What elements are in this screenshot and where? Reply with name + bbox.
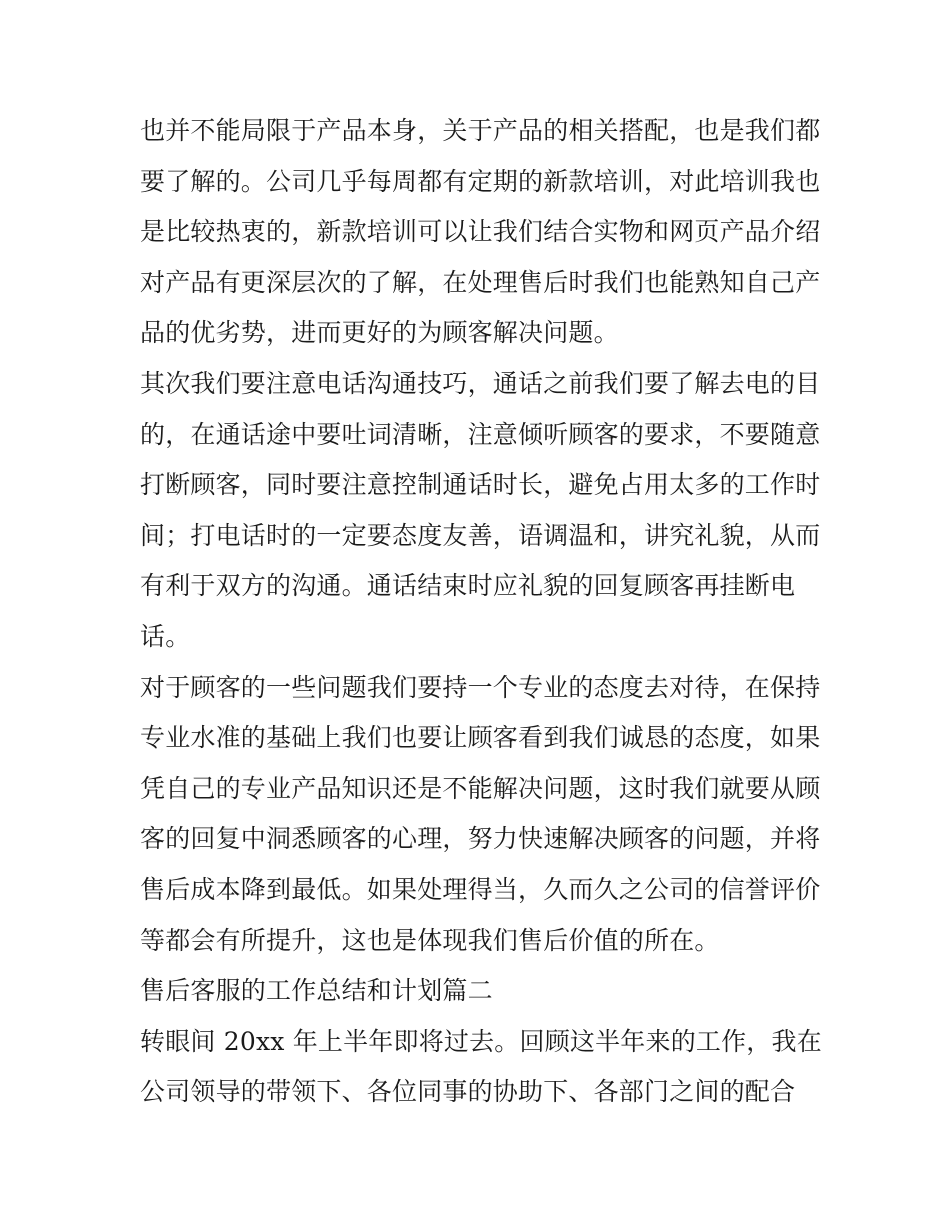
text-line: 对产品有更深层次的了解，在处理售后时我们也能熟知自己产	[140, 267, 821, 297]
text-line: 有利于双方的沟通。通话结束时应礼貌的回复顾客再挂断电	[140, 571, 796, 601]
text-line: 要了解的。公司几乎每周都有定期的新款培训，对此培训我也	[140, 166, 821, 196]
text-line: 打断顾客，同时要注意控制通话时长，避免占用太多的工作时	[140, 470, 821, 500]
text-line: 售后成本降到最低。如果处理得当，久而久之公司的信誉评价	[140, 874, 821, 904]
document-body	[140, 106, 830, 1118]
text-line: 间；打电话时的一定要态度友善，语调温和，讲究礼貌，从而	[140, 520, 821, 550]
section-heading: 售后客服的工作总结和计划篇二	[140, 976, 493, 1006]
text-line: 公司领导的带领下、各位同事的协助下、各部门之间的配合	[140, 1077, 796, 1107]
text-line: 是比较热衷的，新款培训可以让我们结合实物和网页产品介绍	[140, 217, 821, 247]
text-line: 其次我们要注意电话沟通技巧，通话之前我们要了解去电的目	[140, 368, 821, 398]
text-line: 凭自己的专业产品知识还是不能解决问题，这时我们就要从顾	[140, 773, 821, 803]
text-line: 的，在通话途中要吐词清晰，注意倾听顾客的要求，不要随意	[140, 419, 821, 449]
text-line: 等都会有所提升，这也是体现我们售后价值的所在。	[140, 925, 720, 955]
text-line: 客的回复中洞悉顾客的心理，努力快速解决顾客的问题，并将	[140, 824, 821, 854]
text-line: 专业水准的基础上我们也要让顾客看到我们诚恳的态度，如果	[140, 723, 821, 753]
text-line: 也并不能局限于产品本身，关于产品的相关搭配，也是我们都	[140, 116, 821, 145]
text-line: 话。	[140, 621, 191, 651]
text-line: 转眼间 20xx 年上半年即将过去。回顾这半年来的工作，我在	[140, 1026, 822, 1056]
text-line: 品的优劣势，进而更好的为顾客解决问题。	[140, 318, 619, 348]
text-line: 对于顾客的一些问题我们要持一个专业的态度去对待，在保持	[140, 672, 821, 702]
